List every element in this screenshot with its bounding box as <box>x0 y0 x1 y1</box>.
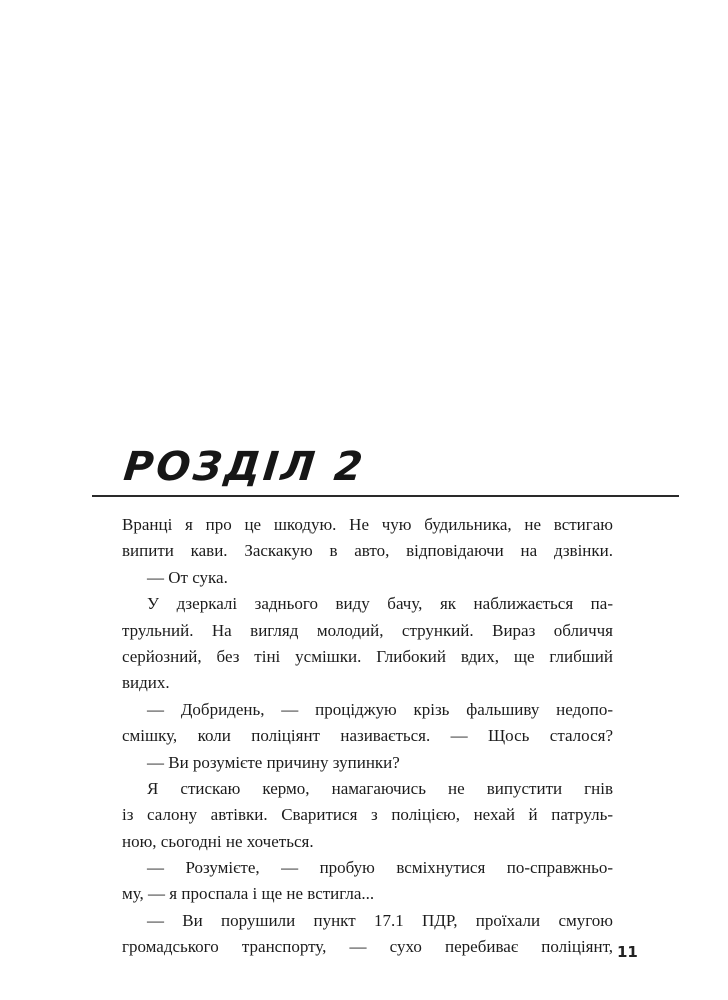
text-line: му, — я проспала і ще не встигла... <box>122 884 375 904</box>
text-line: серйозний, без тіні усмішки. Глибокий вдих, ще глибший <box>122 646 613 666</box>
chapter-divider <box>92 495 679 497</box>
text-line: — Ви розумієте причину зупинки? <box>147 752 400 772</box>
text-line: із салону автівки. Сваритися з поліцією, нехай й патруль- <box>122 805 613 825</box>
text-line: — Ви порушили пункт 17.1 ПДР, проїхали смугою <box>147 910 613 930</box>
page-number: 11 <box>617 943 638 961</box>
chapter-body-text <box>122 512 613 961</box>
text-line: Я стискаю кермо, намагаючись не випустити гнів <box>147 778 613 798</box>
text-line: смішку, коли поліціянт називається. — Щось сталося? <box>122 726 613 746</box>
chapter-title: РОЗДІЛ 2 <box>121 444 368 490</box>
text-line: У дзеркалі заднього виду бачу, як наближається па- <box>147 594 613 614</box>
text-line: видих. <box>122 673 170 693</box>
text-line: ною, сьогодні не хочеться. <box>122 831 314 851</box>
text-line: — Добридень, — проціджую крізь фальшиву недопо- <box>147 699 613 719</box>
text-line: трульний. На вигляд молодий, стрункий. Вираз обличчя <box>122 620 613 640</box>
text-line: громадського транспорту, — сухо перебиває поліціянт, <box>122 937 613 957</box>
text-line: випити кави. Заскакую в авто, відповідаючи на дзвінки. <box>122 541 613 561</box>
text-line: — От сука. <box>147 567 228 587</box>
text-line: — Розумієте, — пробую всміхнутися по-справжньо- <box>147 858 613 878</box>
text-line: Вранці я про це шкодую. Не чую будильника, не встигаю <box>122 515 613 534</box>
